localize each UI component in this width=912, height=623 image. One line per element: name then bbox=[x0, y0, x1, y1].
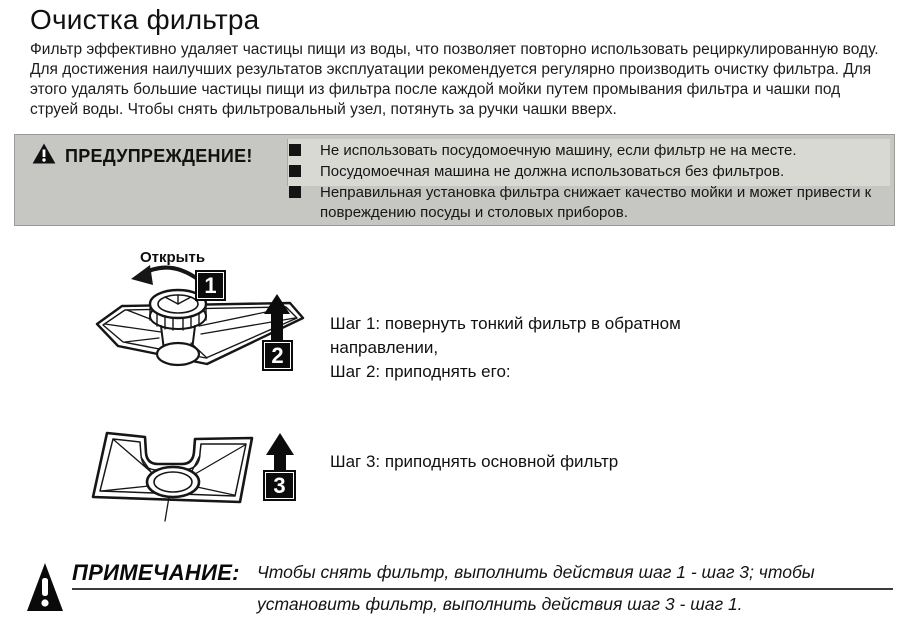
warning-header bbox=[32, 143, 253, 169]
step-1-marker: 1 bbox=[195, 270, 226, 301]
note-underline bbox=[72, 588, 893, 590]
main-filter-figure bbox=[85, 425, 330, 533]
warning-title: ПРЕДУПРЕЖДЕНИЕ! bbox=[65, 145, 253, 166]
steps-1-2-text bbox=[330, 312, 738, 384]
note-text-line1: Чтобы снять фильтр, выполнить действия шаг 1 - шаг 3; чтобы bbox=[257, 562, 815, 582]
warning-item-text: Неправильная установка фильтра снижает качество мойки и может привести к повреждению посуды и столовых приборов. bbox=[320, 184, 872, 221]
warning-item bbox=[289, 183, 885, 223]
bullet-square-icon bbox=[289, 165, 301, 177]
open-label: Открыть bbox=[140, 249, 206, 266]
step-3-text: Шаг 3: приподнять основной фильтр bbox=[330, 452, 619, 471]
fine-filter-figure bbox=[95, 248, 325, 386]
bullet-square-icon bbox=[289, 186, 301, 198]
note-title: ПРИМЕЧАНИЕ: bbox=[72, 560, 240, 585]
note-text-line2: установить фильтр, выполнить действия шаг 3 - шаг 1. bbox=[257, 594, 743, 614]
step-2-text: Шаг 2: приподнять его: bbox=[330, 362, 511, 381]
page-title: Очистка фильтра bbox=[30, 4, 260, 35]
warning-triangle-icon bbox=[32, 143, 56, 169]
step-1-text: Шаг 1: повернуть тонкий фильтр в обратном направлении, bbox=[330, 314, 681, 357]
warning-item-text: Не использовать посудомоечную машину, если фильтр не на месте. bbox=[320, 142, 797, 159]
warning-item bbox=[289, 162, 885, 182]
warning-bullet-list bbox=[289, 141, 885, 224]
warning-box bbox=[14, 134, 895, 226]
steps-3-text bbox=[330, 450, 738, 474]
note-triangle-icon bbox=[26, 562, 64, 617]
step-2-marker: 2 bbox=[262, 340, 293, 371]
bullet-square-icon bbox=[289, 144, 301, 156]
warning-item-text: Посудомоечная машина не должна использоваться без фильтров. bbox=[320, 163, 785, 180]
intro-paragraph: Фильтр эффективно удаляет частицы пищи из воды, что позволяет повторно использовать рециркулированную воду. Для достижения наилучших результатов эксплуатации рекомендуется регулярно производить очистку фильтра. Для этого удалять большие частицы пищи из фильтра после каждой мойки путем промывания фильтра и чашки под струей воды. Чтобы снять фильтровальный узел, потянуть за ручки чашки вверх. bbox=[30, 41, 879, 118]
warning-item bbox=[289, 141, 885, 161]
step-3-marker: 3 bbox=[263, 470, 296, 501]
